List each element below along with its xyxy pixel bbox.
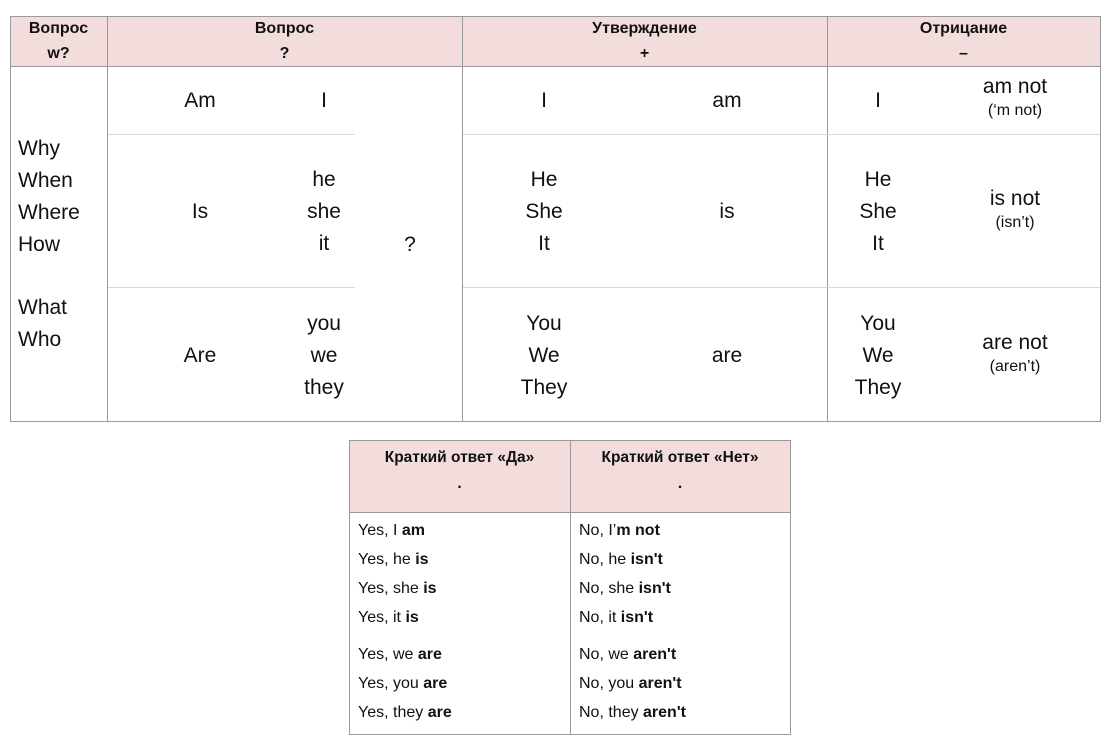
yes-answer: [358, 603, 452, 632]
negative-pronoun: They: [854, 376, 902, 399]
header-affirmative-sign: +: [639, 45, 650, 62]
no-answer: [579, 698, 686, 727]
question-pronoun: they: [304, 376, 344, 399]
yes-answer: [358, 669, 452, 698]
answer-verb: is: [415, 551, 429, 568]
negative-full: are not: [982, 331, 1048, 354]
answer-verb: is: [405, 609, 419, 626]
wh-word: How: [18, 233, 61, 256]
st-border-mid: [570, 440, 571, 735]
border-bottom: [10, 421, 1101, 422]
header-wh-sign: w?: [47, 45, 70, 62]
answer-text: Yes, they: [358, 704, 428, 721]
affirmative-pronoun: They: [520, 376, 568, 399]
header-negative: [827, 16, 1100, 66]
header-affirmative: [462, 16, 827, 66]
header-question-sign: ?: [279, 45, 290, 62]
header-negative-label: Отрицание: [919, 20, 1008, 37]
negative-pronoun: She: [859, 200, 897, 223]
yes-answer: [358, 545, 452, 574]
affirmative-verb-am: am: [712, 89, 742, 112]
question-pronouns-is: [274, 164, 374, 260]
affirmative-pronoun: I: [541, 89, 547, 112]
negative-pronoun: It: [872, 232, 884, 255]
affirmative-verb-are: are: [711, 344, 743, 367]
question-pronoun: she: [307, 200, 341, 223]
wh-words-group-1: [18, 133, 80, 261]
question-pronoun: it: [318, 232, 330, 255]
yes-answer: [358, 640, 452, 669]
yes-answer: [358, 574, 452, 603]
yes-answers: [358, 516, 452, 727]
st-border-left: [349, 440, 350, 735]
question-mark: ?: [404, 233, 416, 256]
answer-text: Yes, she: [358, 580, 424, 597]
negative-contraction: (aren’t): [989, 358, 1041, 375]
wh-word: Who: [18, 328, 62, 351]
answer-text: No, he: [579, 551, 631, 568]
row-divider-r2: [463, 287, 1100, 288]
no-answer: [579, 545, 686, 574]
yes-header: [349, 440, 570, 493]
no-header-label: Краткий ответ «Нет»: [601, 449, 759, 466]
yes-answer: [358, 698, 452, 727]
negative-pronouns-is: [828, 164, 928, 260]
answer-text: No, I’: [579, 522, 617, 539]
wh-word: What: [18, 296, 68, 319]
border-top: [10, 16, 1101, 17]
affirmative-pronouns-are: [494, 308, 594, 404]
question-pronouns-are: [274, 308, 374, 404]
row-divider-q1: [108, 134, 355, 135]
question-verb-is: Is: [191, 200, 209, 223]
answer-text: No, she: [579, 580, 639, 597]
question-pronoun: you: [307, 312, 341, 335]
negative-contraction: (‘m not): [987, 102, 1043, 119]
negative-form-am: [945, 73, 1085, 121]
question-pronoun: I: [321, 89, 327, 112]
negative-pronoun: We: [862, 344, 894, 367]
question-verb-are: Are: [183, 344, 217, 367]
row-divider-r1: [463, 134, 1100, 135]
yes-header-dot: .: [457, 475, 462, 492]
yes-header-label: Краткий ответ «Да»: [384, 449, 535, 466]
answer-text: No, it: [579, 609, 621, 626]
header-affirmative-label: Утверждение: [592, 20, 697, 37]
divider-col2: [462, 16, 463, 422]
answer-verb: are: [423, 675, 448, 692]
border-right: [1100, 16, 1101, 422]
border-header-bottom: [10, 66, 1101, 67]
negative-form-is: [945, 185, 1085, 233]
answer-text: Yes, it: [358, 609, 406, 626]
answer-verb: is: [423, 580, 437, 597]
header-wh-label: Вопрос: [28, 20, 89, 37]
header-wh-question: [10, 16, 107, 66]
no-answer: [579, 669, 686, 698]
answer-text: Yes, he: [358, 551, 416, 568]
answer-text: No, you: [579, 675, 639, 692]
answer-verb: isn't: [630, 551, 663, 568]
spacer: [579, 632, 686, 640]
affirmative-pronouns-is: [494, 164, 594, 260]
answer-verb: am: [401, 522, 426, 539]
no-answers: [579, 516, 686, 727]
divider-col1: [107, 16, 108, 422]
wh-word: When: [18, 169, 73, 192]
no-answer: [579, 640, 686, 669]
negative-contraction: (isn’t): [995, 214, 1035, 231]
row-divider-q2: [108, 287, 355, 288]
spacer: [358, 632, 452, 640]
answer-verb: aren't: [638, 675, 682, 692]
wh-word: Where: [18, 201, 80, 224]
affirmative-pronoun: She: [525, 200, 563, 223]
answer-verb: m not: [616, 522, 660, 539]
answer-verb: isn't: [620, 609, 654, 626]
answer-text: Yes, you: [358, 675, 424, 692]
answer-verb: are: [427, 704, 452, 721]
header-question-label: Вопрос: [254, 20, 315, 37]
answer-text: No, they: [579, 704, 644, 721]
no-answer: [579, 516, 686, 545]
wh-words-group-2: [18, 292, 67, 356]
affirmative-pronoun: You: [526, 312, 562, 335]
question-pronoun: we: [310, 344, 338, 367]
no-answer: [579, 574, 686, 603]
st-border-right: [790, 440, 791, 735]
negative-full: am not: [982, 75, 1048, 98]
answer-verb: aren't: [643, 704, 686, 721]
no-header-dot: .: [677, 475, 683, 492]
affirmative-pronoun: He: [530, 168, 558, 191]
negative-pronoun: He: [864, 168, 892, 191]
negative-form-are: [945, 329, 1085, 377]
negative-full: is not: [989, 187, 1041, 210]
border-left: [10, 16, 11, 422]
yes-answer: [358, 516, 452, 545]
negative-pronoun: I: [875, 89, 881, 112]
no-answer: [579, 603, 686, 632]
affirmative-pronoun: It: [538, 232, 550, 255]
negative-pronoun: You: [860, 312, 896, 335]
wh-word: Why: [18, 137, 60, 160]
no-header: [570, 440, 790, 493]
question-pronoun: he: [312, 168, 336, 191]
question-verb-am: Am: [184, 89, 216, 112]
answer-verb: isn't: [638, 580, 671, 597]
answer-verb: aren't: [633, 646, 677, 663]
affirmative-verb-is: is: [719, 200, 735, 223]
negative-pronouns-are: [828, 308, 928, 404]
answer-verb: are: [417, 646, 442, 663]
answer-text: Yes, I: [358, 522, 402, 539]
header-negative-sign: –: [959, 45, 968, 62]
answer-text: Yes, we: [358, 646, 418, 663]
answer-text: No, we: [579, 646, 634, 663]
header-question: [107, 16, 462, 66]
affirmative-pronoun: We: [528, 344, 560, 367]
